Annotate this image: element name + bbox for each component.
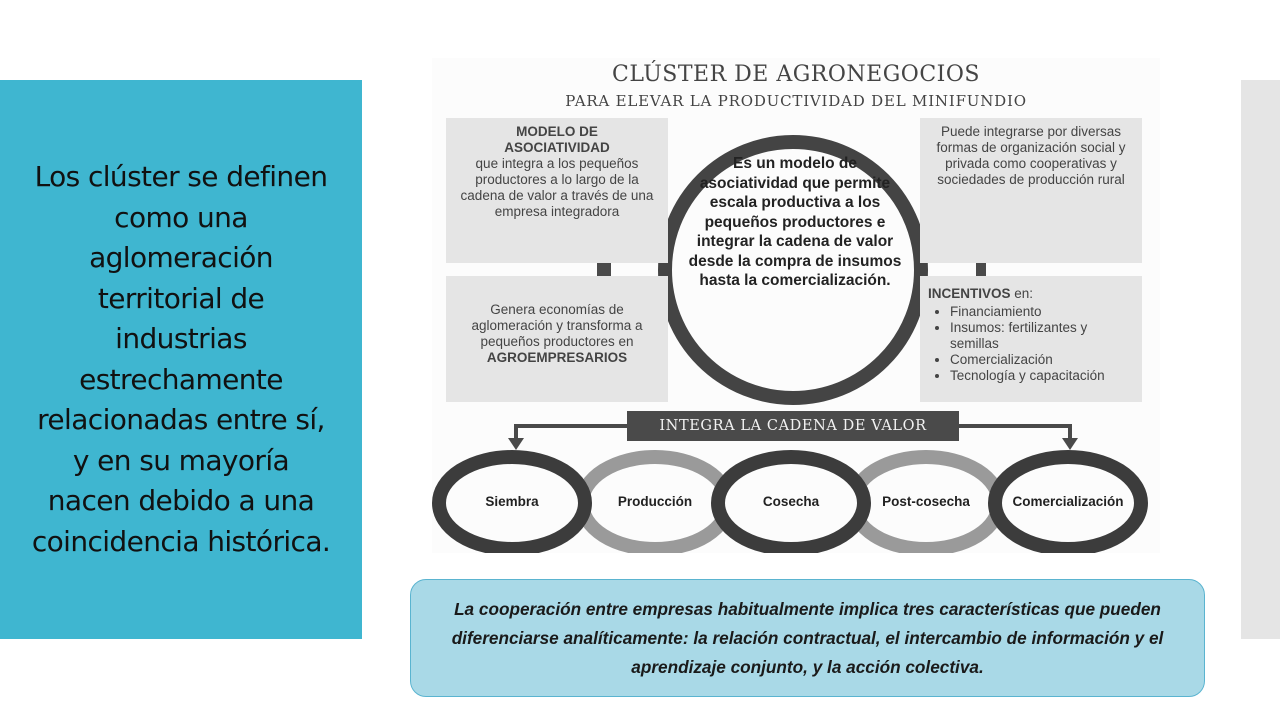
incentivos-heading: INCENTIVOS (928, 286, 1011, 301)
connector-right (976, 262, 986, 276)
incentivos-item: • Insumos: fertilizantes y semillas (950, 320, 1134, 352)
box-modelo-body: que integra a los pequeños productores a lo largo de la cadena de valor a través de una empresa integradora (460, 156, 654, 219)
box-modelo-asociatividad (446, 118, 668, 263)
incentivos-heading-suffix: en: (1010, 286, 1034, 301)
left-panel (0, 80, 362, 639)
incentivos-heading-line (928, 286, 1134, 302)
quote-callout (410, 579, 1205, 697)
diagram-title: CLÚSTER DE AGRONEGOCIOS (612, 62, 980, 87)
cluster-diagram (432, 58, 1160, 553)
box-incentivos (920, 276, 1142, 402)
box-integracion (920, 118, 1142, 263)
box-economias-strong: AGROEMPRESARIOS (486, 350, 628, 365)
quote-text: La cooperación entre empresas habitualmente implica tres características que pueden diferenciarse analíticamente: la relación contractual, el intercambio de información y el aprendizaje conjunto, y la acción colectiva. (451, 598, 1164, 677)
box-economias (446, 276, 668, 402)
diagram-subtitle: PARA ELEVAR LA PRODUCTIVIDAD DEL MINIFUNDIO (565, 92, 1027, 110)
ring-label-produccion: Producción (617, 494, 693, 509)
incentivos-item: • Comercialización (950, 352, 1134, 368)
center-description: Es un modelo de asociatividad que permite escala productiva a los pequeños productores e integrar la cadena de valor desde la compra de insumos hasta la comercialización. (688, 155, 902, 289)
arrow-left (508, 438, 524, 450)
ring-label-comercializacion: Comercialización (1012, 494, 1124, 509)
ring-label-post-cosecha: Post-cosecha (882, 494, 970, 509)
incentivos-item: • Financiamiento (950, 304, 1134, 320)
ring-label-siembra: Siembra (485, 494, 539, 509)
box-integracion-text: Puede integrarse por diversas formas de organización social y privada como cooperativas y sociedades de producción rural (936, 124, 1126, 187)
incentivos-list (928, 304, 1134, 384)
connector-left (597, 262, 611, 276)
right-decorative-strip (1241, 80, 1280, 639)
box-economias-body: Genera economías de aglomeración y transforma a pequeños productores en (471, 302, 643, 349)
value-chain-bar: INTEGRA LA CADENA DE VALOR (627, 411, 959, 441)
arrow-right (1062, 438, 1078, 450)
incentivos-item: • Tecnología y capacitación (950, 368, 1134, 384)
ring-label-cosecha: Cosecha (762, 494, 820, 509)
box-modelo-heading: MODELO DE ASOCIATIVIDAD (504, 124, 610, 155)
left-panel-text: Los clúster se definen como una aglomeración territorial de industrias estrechamente relacionadas entre sí, y en su mayoría nacen debido a una coincidencia histórica. (31, 160, 331, 558)
